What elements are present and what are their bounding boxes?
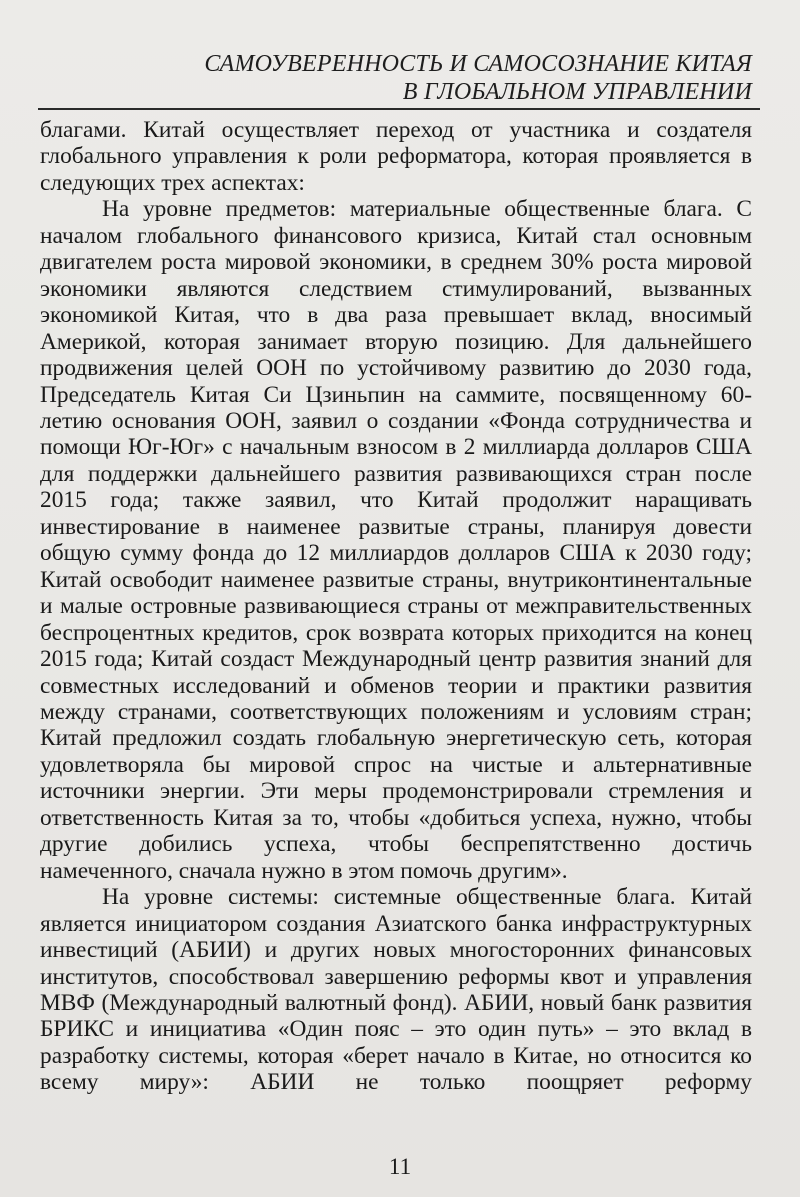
running-header-line-1: САМОУВЕРЕННОСТЬ И САМОСОЗНАНИЕ КИТАЯ — [204, 51, 752, 77]
paragraph-subject-level: На уровне предметов: материальные общественные блага. С началом глобального финансового кризиса, Китай стал основным двигателем роста мировой экономики, в среднем 30% роста мировой экономики являются следствием стимулирований, вызванных экономикой Китая, что в два раза превышает вклад, вносимый Америкой, которая занимает вторую позицию. Для дальнейшего продвижения целей ООН по устойчивому развитию до 2030 года, Председатель Китая Си Цзиньпин на саммите, посвященному 60-летию основания ООН, заявил о создании «Фонда сотрудничества и помощи Юг-Юг» с начальным взносом в 2 миллиарда долларов США для поддержки дальнейшего развития развивающихся стран после 2015 года; также заявил, что Китай продолжит наращивать инвестирование в наименее развитые страны, планируя довести общую сумму фонда до 12 миллиардов долларов США к 2030 году; Китай освободит наименее развитые страны, внутриконтинентальные и малые островные развивающиеся страны от межправительственных беспроцентных кредитов, срок возврата которых приходится на конец 2015 года; Китай создаст Международный центр развития знаний для совместных исследований и обменов теории и практики развития между странами, соответствующих положениям и условиям стран; Китай предложил создать глобальную энергетическую сеть, которая удовлетворяла бы мировой спрос на чистые и альтернативные источники энергии. Эти меры продемонстрировали стремления и ответственность Китая за то, чтобы «добиться успеха, нужно, чтобы другие добились успеха, чтобы беспрепятственно достичь намеченного, сначала нужно в этом помочь другим». — [40, 196, 752, 884]
page-number: 11 — [388, 1154, 412, 1179]
running-header — [204, 50, 752, 106]
running-header-line-2: В ГЛОБАЛЬНОМ УПРАВЛЕНИИ — [402, 79, 752, 105]
paragraph-continuation: благами. Китай осуществляет переход от участника и создателя глобального управления к роли реформатора, которая проявляется в следующих трех аспектах: — [40, 117, 752, 196]
paragraph-system-level: На уровне системы: системные общественные блага. Китай является инициатором создания Азиатского банка инфраструктурных инвестиций (АБИИ) и других новых многосторонних финансовых институтов, способствовал завершению реформы квот и управления МВФ (Международный валютный фонд). АБИИ, новый банк развития БРИКС и инициатива «Один пояс – это один путь» – это вклад в разработку системы, которая «берет начало в Китае, но относится ко всему миру»: АБИИ не только поощряет реформу — [40, 884, 752, 1096]
header-divider — [38, 108, 760, 110]
body-text — [40, 117, 752, 1096]
